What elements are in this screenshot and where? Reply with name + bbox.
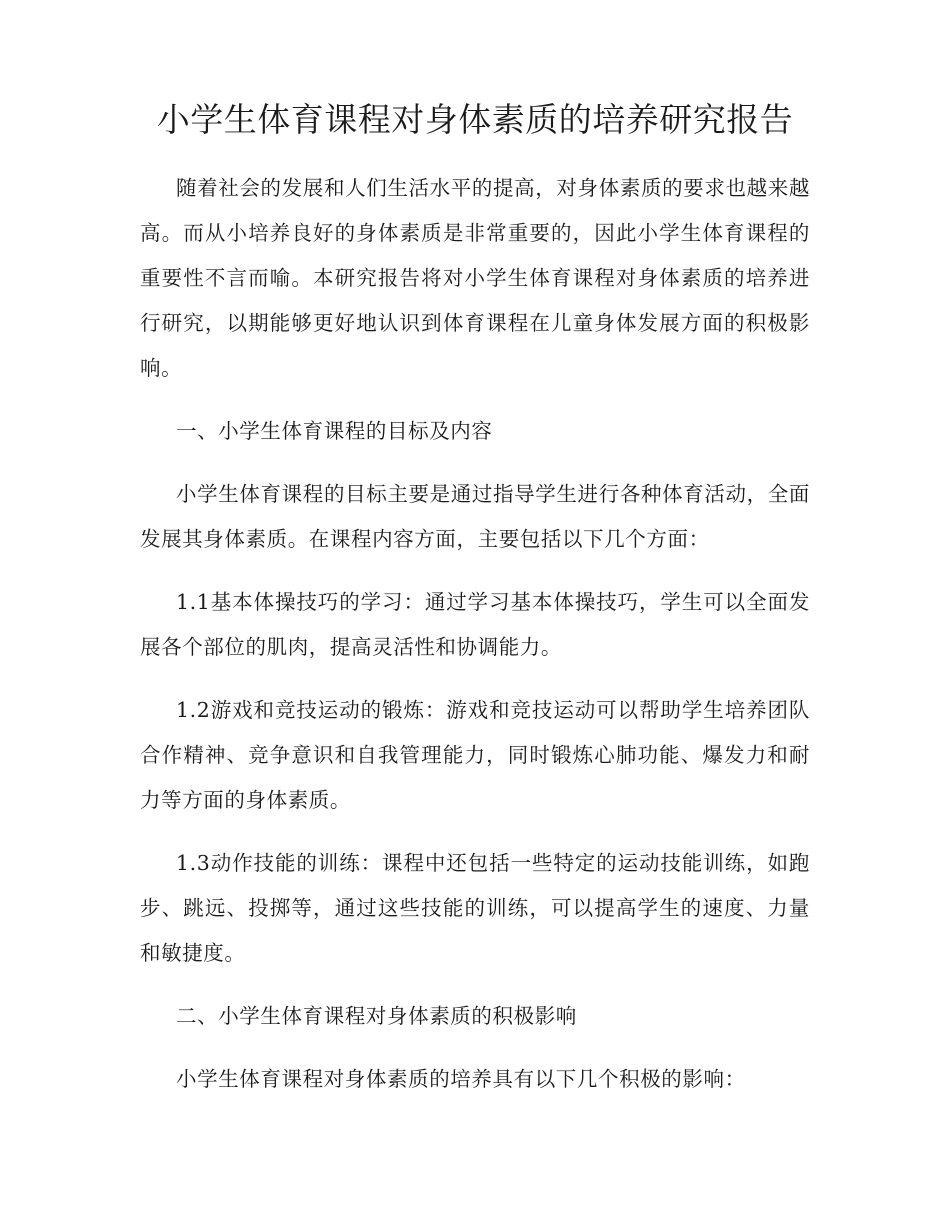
section-1-item-2: 1.2游戏和竞技运动的锻炼：游戏和竞技运动可以帮助学生培养团队合作精神、竞争意识和自我管理能力，同时锻炼心肺功能、爆发力和耐力等方面的身体素质。 <box>140 698 810 812</box>
section-2-heading: 二、小学生体育课程对身体素质的积极影响 <box>176 1004 577 1028</box>
document-body <box>140 166 810 1120</box>
intro-paragraph: 随着社会的发展和人们生活水平的提高，对身体素质的要求也越来越高。而从小培养良好的身体素质是非常重要的，因此小学生体育课程的重要性不言而喻。本研究报告将对小学生体育课程对身体素质的培养进行研究，以期能够更好地认识到体育课程在儿童身体发展方面的积极影响。 <box>140 176 810 380</box>
section-1-paragraph: 小学生体育课程的目标主要是通过指导学生进行各种体育活动，全面发展其身体素质。在课程内容方面，主要包括以下几个方面： <box>140 482 810 551</box>
section-1-item-1: 1.1基本体操技巧的学习：通过学习基本体操技巧，学生可以全面发展各个部位的肌肉，提高灵活性和协调能力。 <box>140 590 810 659</box>
section-1-item-3: 1.3动作技能的训练：课程中还包括一些特定的运动技能训练，如跑步、跳远、投掷等，通过这些技能的训练，可以提高学生的速度、力量和敏捷度。 <box>140 851 810 965</box>
section-2-paragraph: 小学生体育课程对身体素质的培养具有以下几个积极的影响： <box>176 1067 746 1091</box>
document-title: 小学生体育课程对身体素质的培养研究报告 <box>156 100 794 139</box>
section-1-heading: 一、小学生体育课程的目标及内容 <box>176 419 493 443</box>
